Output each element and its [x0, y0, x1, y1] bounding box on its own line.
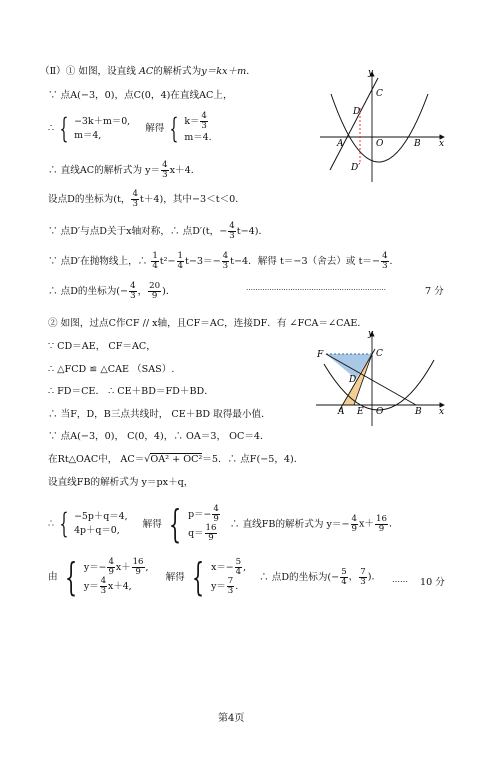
fraction: $\frac{4}{3}$ [201, 111, 207, 131]
text: x＋ [115, 562, 131, 573]
fraction: $\frac{16}{9}$ [376, 513, 387, 534]
label-B: B [415, 407, 422, 417]
equation: −5p＋q＝4, [74, 511, 128, 522]
text: ∴ 点D的坐标为(− [259, 571, 340, 583]
text: ∵ 点D′与点D关于x轴对称，∴ 点D′(t，− [48, 226, 228, 237]
label-y: y [368, 329, 374, 339]
equation-system [74, 115, 130, 143]
equation: y＝kx＋m [201, 66, 247, 77]
text: 解得 [142, 518, 162, 530]
line-4 [48, 161, 200, 180]
fraction: $\frac{4}{3}$ [100, 576, 107, 596]
text: ． [388, 518, 399, 530]
line-17-system [48, 502, 399, 546]
line-7 [48, 252, 399, 271]
page-number: 第4页 [218, 713, 245, 724]
line-5 [48, 190, 245, 209]
line-15 [48, 454, 303, 466]
text: ∴ 直线AC的解析式为 y＝ [48, 165, 161, 176]
label-D: D [353, 107, 361, 117]
text: t−4．解得 t＝−3（舍去）或 t＝− [230, 256, 381, 267]
text: 设点D的坐标为(t， [48, 194, 131, 205]
label-x: x [439, 139, 445, 149]
score-leader-dots: …… [392, 575, 408, 584]
label-A: A [338, 407, 345, 417]
text: 由 [48, 571, 58, 583]
line-9: ② 如图，过点C作CF // x轴，且CF＝AC，连接DF．有 ∠FCA＝∠CAE． [48, 318, 367, 329]
sqrt-symbol: √ [144, 454, 151, 465]
text: 解得 [165, 571, 185, 583]
fraction: $\frac{4}{3}$ [130, 281, 136, 301]
parabola [324, 360, 434, 410]
fraction: $\frac{4}{3}$ [132, 189, 138, 209]
equation: q＝ [188, 528, 204, 539]
label-C: C [376, 89, 383, 99]
equation: x＝− [211, 562, 234, 573]
line-3-system [48, 112, 212, 145]
label-D-prime: D′ [351, 163, 361, 173]
brace-icon: { [168, 502, 182, 546]
text: x＋4, [108, 581, 132, 592]
fraction: $\frac{5}{4}$ [341, 566, 347, 587]
fraction: $\frac{1}{4}$ [177, 251, 184, 271]
fraction: $\frac{4}{3}$ [162, 160, 168, 180]
text: ， [348, 571, 359, 583]
text: )． [367, 571, 382, 583]
label-C: C [376, 349, 383, 359]
score-leader-dots: …………………………………………………… [246, 284, 386, 292]
figure-1-parabola-diagram [318, 66, 448, 184]
text: 解得 [145, 123, 165, 134]
line-12: ∴ FD＝CE． ∴ CE＋BD＝FD＋BD． [48, 386, 214, 397]
label-B: B [414, 139, 421, 149]
brace-icon: { [191, 555, 204, 599]
fraction: $\frac{4}{9}$ [351, 513, 357, 534]
text: )． [162, 286, 176, 297]
part-label: （Ⅱ）① [40, 66, 76, 77]
equation-system: y＝− $\frac{4}{9}$ x＋ $\frac{16}{9}$ , y＝ $\frac{4}{3}$ x＋4, [83, 557, 149, 596]
fraction: $\frac{7}{3}$ [227, 576, 234, 596]
equation: p＝− [188, 509, 212, 520]
parabola [331, 94, 428, 162]
fraction: $\frac{16}{9}$ [132, 557, 144, 577]
text: 在Rt△OAC中， AC＝ [48, 454, 145, 465]
brace-icon: { [59, 507, 69, 540]
solution-system: x＝− $\frac{5}{4}$ , y＝ $\frac{7}{3}$ . [211, 557, 247, 596]
score-10: 10 分 [420, 577, 445, 588]
equation: −3k＋m＝0, [74, 115, 131, 127]
line-11: ∴ △FCD ≌ △CAE （SAS）. [48, 364, 175, 375]
fraction: $\frac{4}{9}$ [108, 557, 114, 577]
text: 如图，设直线 [78, 66, 136, 77]
text: t−4)． [236, 226, 269, 237]
equation: m＝4, [74, 129, 102, 141]
fraction: $\frac{5}{4}$ [235, 557, 242, 577]
label-x: x [439, 407, 445, 417]
radicand: OA² + OC² [150, 454, 203, 465]
text: t²− [159, 256, 176, 267]
fraction: $\frac{16}{9}$ [205, 523, 217, 543]
therefore-symbol: ∴ [48, 518, 55, 530]
line-1 [40, 66, 256, 78]
line-2: ∵ 点A(−3，0)，点C(0，4)在直线AC上， [48, 90, 233, 101]
fraction: $\frac{4}{3}$ [229, 221, 235, 241]
solution-system [188, 505, 221, 543]
score-7: 7 分 [425, 286, 444, 297]
text: ， [137, 286, 148, 297]
brace-icon: { [64, 555, 77, 599]
text: 的解析式为 [153, 66, 202, 77]
equation-system [74, 510, 128, 538]
line-FB [326, 354, 416, 405]
text: t＋4)，其中−3＜t＜0． [139, 194, 245, 205]
line-10: ∵ CD＝AE， CF＝AC， [48, 341, 156, 352]
line-18-system [48, 555, 382, 599]
fraction: $\frac{7}{3}$ [360, 566, 366, 587]
fraction: $\frac{20}{9}$ [149, 281, 161, 301]
text: ＝5．∴ 点F(−5，4)． [202, 454, 304, 465]
text: AC [139, 66, 154, 77]
text: x＋ [359, 518, 375, 530]
line-8 [48, 282, 175, 301]
equation: k＝ [184, 116, 200, 127]
line-16: 设直线FB的解析式为 y＝px＋q， [48, 477, 194, 488]
solution-system [184, 112, 211, 145]
equation: m＝4. [184, 132, 212, 143]
equation: 4p＋q＝0, [74, 525, 120, 536]
text: t−3＝− [185, 256, 221, 267]
fraction: $\frac{4}{3}$ [382, 251, 388, 271]
text: x＋4． [169, 165, 201, 176]
line-13: ∴ 当F，D，B三点共线时， CE＋BD 取得最小值． [48, 409, 271, 420]
label-O: O [376, 139, 384, 149]
label-E: E [357, 407, 364, 417]
label-O: O [376, 407, 384, 417]
text: ∵ 点D′在抛物线上，∴ [48, 256, 148, 267]
line-AC [330, 78, 378, 170]
equation: y＝ [211, 581, 226, 592]
label-D: D [349, 375, 357, 385]
label-y: y [368, 68, 374, 78]
label-F: F [317, 350, 324, 360]
figure-2-parabola-diagram [314, 328, 450, 428]
line-14: ∵ 点A(−3，0)， C(0，4)，∴ OA＝3， OC＝4． [48, 431, 270, 442]
fraction: $\frac{4}{3}$ [222, 251, 229, 271]
text: ∴ 点D的坐标为(− [48, 286, 129, 297]
fraction: $\frac{1}{4}$ [152, 251, 158, 271]
therefore-symbol: ∴ [48, 123, 55, 134]
equation: y＝− [83, 562, 107, 573]
equation: y＝ [83, 581, 99, 592]
fraction: $\frac{4}{9}$ [213, 504, 219, 524]
line-6 [48, 222, 268, 241]
text: ． [389, 256, 400, 267]
text: ∴ 直线FB的解析式为 y＝− [229, 518, 350, 530]
brace-icon: { [59, 111, 69, 145]
label-A: A [337, 139, 344, 149]
brace-icon: { [169, 111, 179, 145]
text: ． [246, 66, 256, 77]
